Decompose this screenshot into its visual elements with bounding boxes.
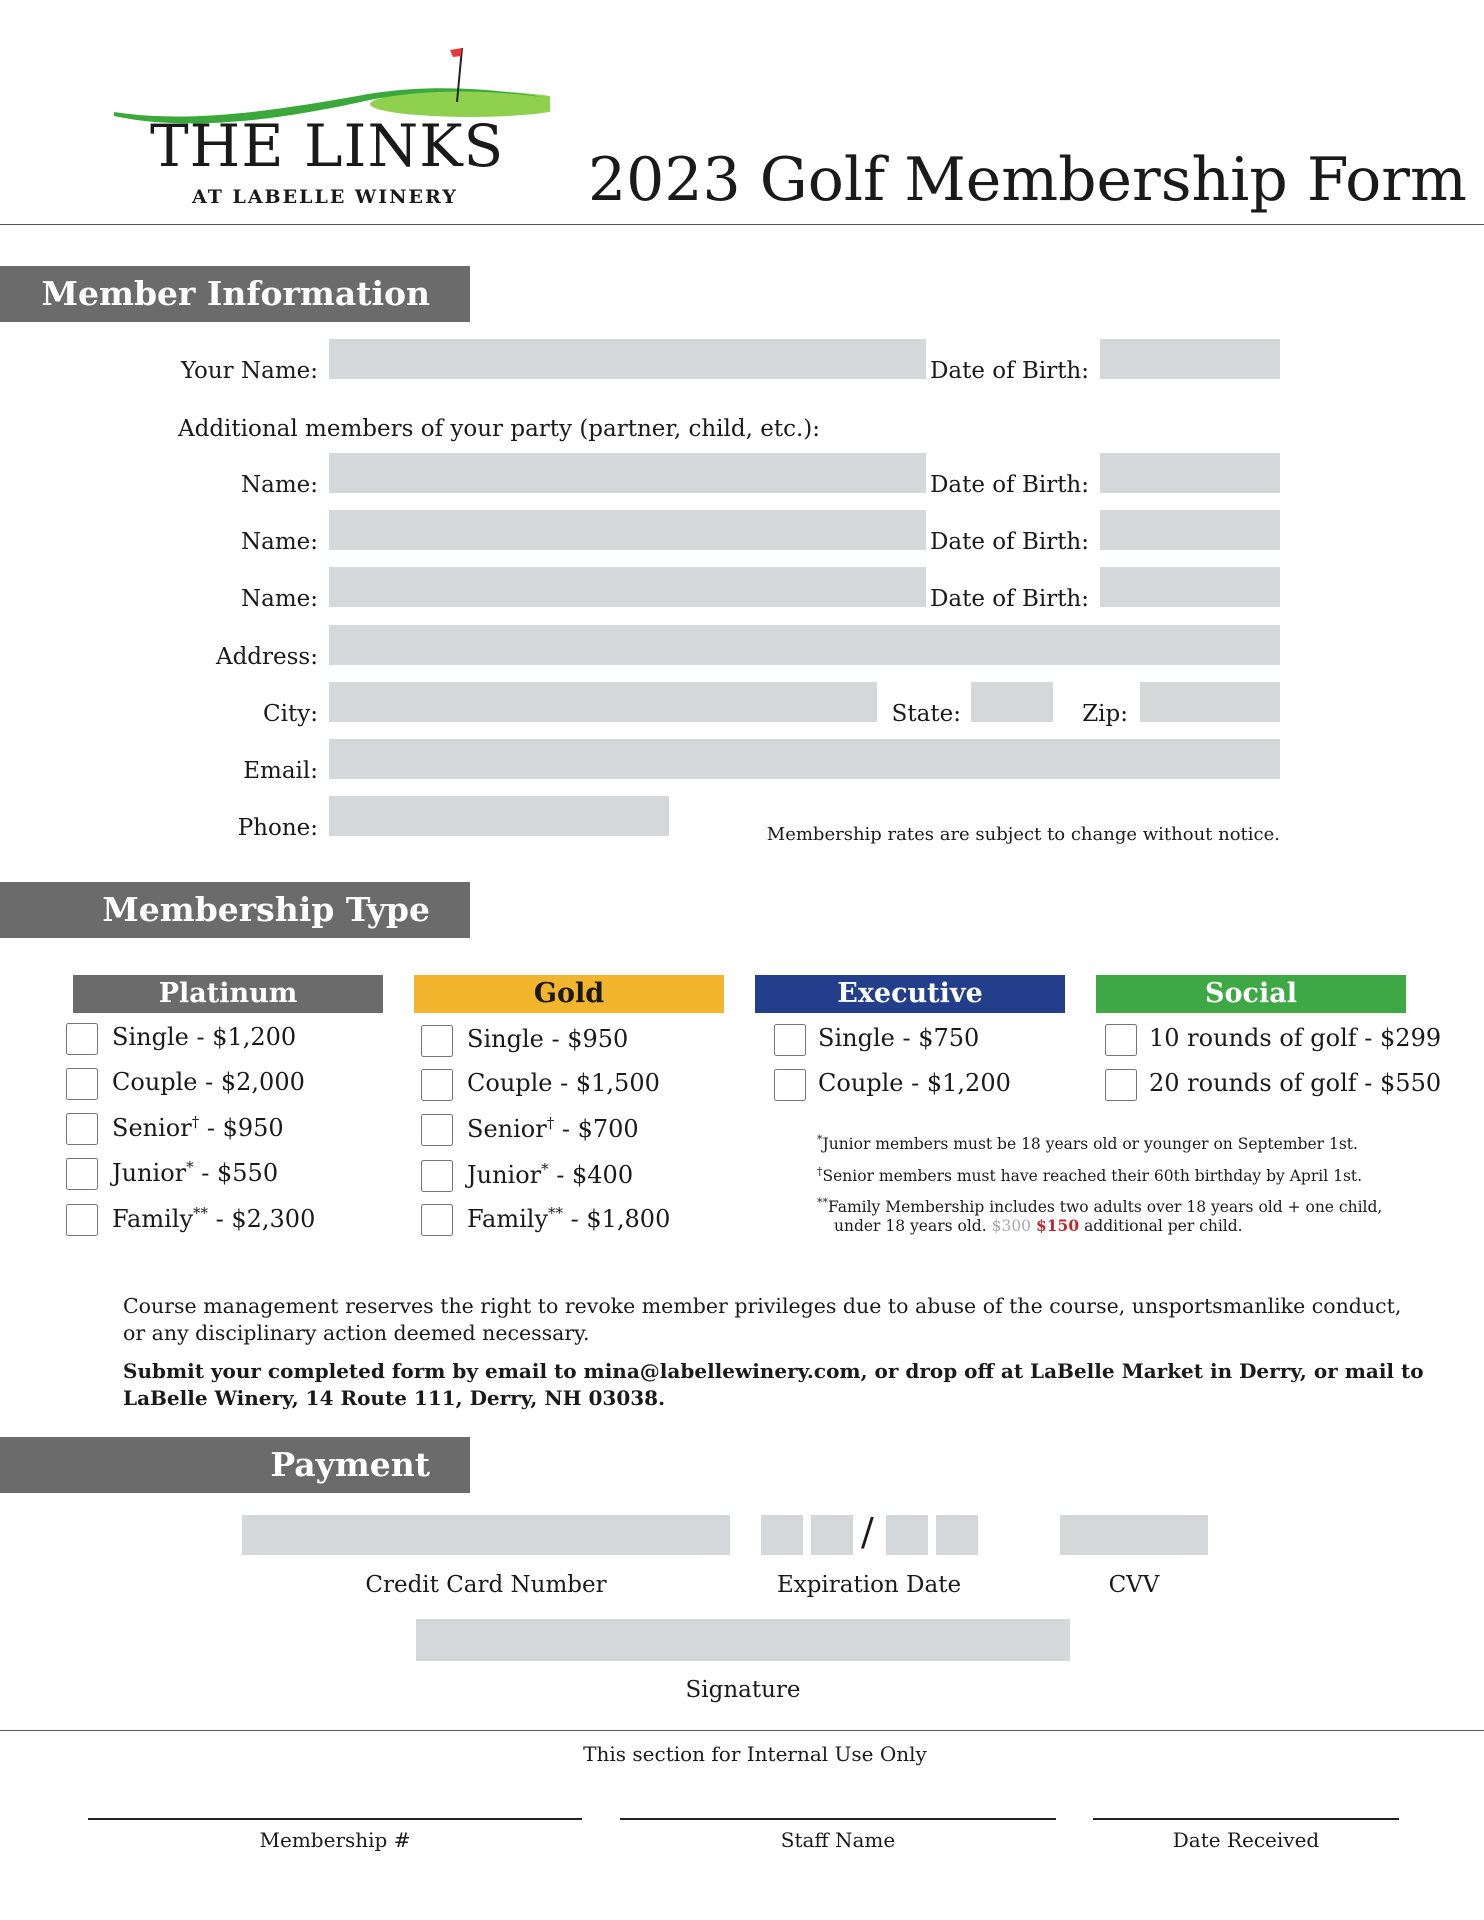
option-price: - $550: [1364, 1069, 1442, 1097]
submit-line-2: LaBelle Winery, 14 Route 111, Derry, NH 03038.: [123, 1386, 666, 1410]
senior-footnote: [817, 1165, 1362, 1185]
member-name-label: Name:: [240, 586, 318, 612]
rates-note: Membership rates are subject to change without notice.: [766, 824, 1280, 845]
staff-name-line: [620, 1818, 1056, 1820]
option-label: Couple: [818, 1069, 912, 1097]
phone-input[interactable]: [329, 796, 669, 836]
member-dob-input[interactable]: [1100, 453, 1280, 493]
social-10-rounds-checkbox[interactable]: [1105, 1024, 1137, 1056]
membership-type-heading: Membership Type: [0, 882, 470, 938]
social-heading: Social: [1096, 975, 1406, 1013]
platinum-heading: Platinum: [73, 975, 383, 1013]
cvv-label: CVV: [1108, 1572, 1160, 1598]
option-label: Single: [467, 1025, 544, 1053]
family-mark: **: [193, 1204, 208, 1222]
option-price: - $2,000: [205, 1068, 305, 1096]
date-received-line: [1093, 1818, 1399, 1820]
gold-junior-option: [467, 1160, 633, 1189]
footnote-text: Senior members must have reached their 60th birthday by April 1st.: [822, 1167, 1363, 1186]
junior-mark: *: [186, 1158, 194, 1176]
your-name-input[interactable]: [329, 339, 926, 379]
credit-card-number-input[interactable]: [242, 1515, 730, 1555]
city-label: City:: [263, 701, 318, 727]
platinum-family-checkbox[interactable]: [66, 1204, 98, 1236]
old-price: $300: [991, 1217, 1032, 1235]
platinum-senior-option: [112, 1113, 284, 1142]
family-mark: **: [548, 1204, 563, 1222]
social-20-rounds-checkbox[interactable]: [1105, 1069, 1137, 1101]
executive-couple-checkbox[interactable]: [774, 1069, 806, 1101]
executive-single-checkbox[interactable]: [774, 1024, 806, 1056]
option-label: Junior: [112, 1159, 187, 1187]
platinum-couple-option: [112, 1068, 305, 1096]
phone-label: Phone:: [237, 815, 318, 841]
footnote-mark: *: [817, 1133, 823, 1146]
footnote-text: Family Membership includes two adults over 18 years old + one child,: [828, 1198, 1383, 1217]
expiration-month-digit-2-input[interactable]: [811, 1515, 853, 1555]
submit-line-1: Submit your completed form by email to mina@labellewinery.com, or drop off at LaBelle Market in Derry, or mail to: [123, 1359, 1424, 1383]
address-label: Address:: [215, 644, 318, 670]
state-input[interactable]: [971, 682, 1053, 722]
option-label: Junior: [467, 1161, 542, 1189]
expiration-date-label: Expiration Date: [776, 1572, 962, 1598]
option-price: - $550: [193, 1159, 279, 1187]
logo-subtitle: AT LABELLE WINERY: [192, 186, 458, 208]
member-dob-label: Date of Birth:: [929, 586, 1089, 612]
option-price: - $700: [561, 1115, 639, 1143]
option-price: - $1,500: [560, 1069, 660, 1097]
member-name-input[interactable]: [329, 453, 926, 493]
platinum-senior-checkbox[interactable]: [66, 1113, 98, 1145]
junior-footnote: [817, 1133, 1358, 1153]
social-10-rounds-option: [1149, 1024, 1441, 1052]
zip-label: Zip:: [1082, 701, 1128, 727]
signature-label: Signature: [685, 1677, 801, 1703]
logo-name: THE LINKS: [150, 112, 505, 180]
state-label: State:: [891, 701, 961, 727]
gold-family-option: [467, 1204, 670, 1233]
option-label: 10 rounds of golf: [1149, 1024, 1357, 1052]
option-price: - $750: [902, 1024, 980, 1052]
city-input[interactable]: [329, 682, 877, 722]
option-label: Family: [112, 1205, 193, 1233]
internal-use-heading: This section for Internal Use Only: [583, 1742, 927, 1766]
executive-single-option: [818, 1024, 979, 1052]
member-name-label: Name:: [240, 529, 318, 555]
payment-heading: Payment: [0, 1437, 470, 1493]
option-label: Single: [818, 1024, 895, 1052]
option-price: - $950: [551, 1025, 629, 1053]
gold-couple-checkbox[interactable]: [421, 1069, 453, 1101]
social-20-rounds-option: [1149, 1069, 1441, 1097]
member-dob-input[interactable]: [1100, 510, 1280, 550]
footnote-mark: †: [817, 1165, 823, 1178]
gold-heading: Gold: [414, 975, 724, 1013]
option-price: - $950: [206, 1114, 284, 1142]
header-divider: [0, 224, 1484, 225]
gold-couple-option: [467, 1069, 660, 1097]
flag-icon: [450, 48, 462, 57]
option-price: - $299: [1364, 1024, 1442, 1052]
option-label: Family: [467, 1205, 548, 1233]
your-dob-label: Date of Birth:: [929, 358, 1089, 384]
internal-divider: [0, 1730, 1484, 1731]
cvv-input[interactable]: [1060, 1515, 1208, 1555]
option-price: - $1,800: [563, 1205, 671, 1233]
member-name-label: Name:: [240, 472, 318, 498]
membership-number-line: [88, 1818, 582, 1820]
platinum-family-option: [112, 1204, 315, 1233]
footnote-text: Junior members must be 18 years old or younger on September 1st.: [822, 1135, 1358, 1154]
senior-mark: †: [546, 1114, 555, 1132]
your-name-label: Your Name:: [180, 358, 318, 384]
member-dob-input[interactable]: [1100, 567, 1280, 607]
option-label: Couple: [112, 1068, 206, 1096]
footnote-text: additional per child.: [1084, 1217, 1243, 1235]
date-received-label: Date Received: [1172, 1828, 1320, 1852]
additional-members-text: Additional members of your party (partner, child, etc.):: [178, 416, 821, 442]
membership-number-label: Membership #: [259, 1828, 411, 1852]
executive-heading: Executive: [755, 975, 1065, 1013]
expiration-separator: /: [861, 1510, 874, 1554]
signature-input[interactable]: [416, 1619, 1070, 1661]
member-name-input[interactable]: [329, 510, 926, 550]
option-label: Senior: [467, 1115, 547, 1143]
platinum-couple-checkbox[interactable]: [66, 1068, 98, 1100]
policy-line-2: or any disciplinary action deemed necessary.: [123, 1321, 590, 1345]
zip-input[interactable]: [1140, 682, 1280, 722]
platinum-single-option: [112, 1023, 296, 1051]
gold-senior-option: [467, 1114, 639, 1143]
gold-family-checkbox[interactable]: [421, 1204, 453, 1236]
option-price: - $1,200: [196, 1023, 297, 1051]
logo: [110, 40, 550, 215]
option-label: Senior: [112, 1114, 192, 1142]
executive-couple-option: [818, 1069, 1011, 1097]
junior-mark: *: [541, 1160, 549, 1178]
credit-card-number-label: Credit Card Number: [365, 1572, 607, 1598]
platinum-junior-checkbox[interactable]: [66, 1158, 98, 1190]
expiration-year-digit-1-input[interactable]: [886, 1515, 928, 1555]
address-input[interactable]: [329, 625, 1280, 665]
form-title: 2023 Golf Membership Form: [588, 145, 1467, 215]
expiration-month-digit-1-input[interactable]: [761, 1515, 803, 1555]
family-footnote-line2: [834, 1216, 1243, 1235]
new-price: $150: [1035, 1216, 1080, 1235]
footnote-text: under 18 years old.: [834, 1217, 987, 1235]
footnote-mark: **: [817, 1196, 828, 1209]
option-price: - $2,300: [208, 1205, 316, 1233]
option-label: Single: [112, 1023, 189, 1051]
option-label: Couple: [467, 1069, 561, 1097]
gold-senior-checkbox[interactable]: [421, 1114, 453, 1146]
member-dob-label: Date of Birth:: [929, 472, 1089, 498]
expiration-year-digit-2-input[interactable]: [936, 1515, 978, 1555]
option-price: - $1,200: [911, 1069, 1011, 1097]
option-price: - $400: [548, 1161, 634, 1189]
policy-text: [123, 1293, 1401, 1347]
member-name-input[interactable]: [329, 567, 926, 607]
member-dob-label: Date of Birth:: [929, 529, 1089, 555]
platinum-junior-option: [112, 1158, 278, 1187]
gold-single-checkbox[interactable]: [421, 1025, 453, 1057]
submit-instructions: [123, 1358, 1424, 1412]
policy-line-1: Course management reserves the right to revoke member privileges due to abuse of the course, unsportsmanlike conduct,: [123, 1294, 1402, 1318]
gold-single-option: [467, 1025, 628, 1053]
option-label: 20 rounds of golf: [1149, 1069, 1357, 1097]
gold-junior-checkbox[interactable]: [421, 1160, 453, 1192]
email-input[interactable]: [329, 739, 1280, 779]
platinum-single-checkbox[interactable]: [66, 1023, 98, 1055]
staff-name-label: Staff Name: [780, 1828, 896, 1852]
family-footnote: [817, 1196, 1382, 1216]
your-dob-input[interactable]: [1100, 339, 1280, 379]
member-information-heading: Member Information: [0, 266, 470, 322]
email-label: Email:: [243, 758, 318, 784]
senior-mark: †: [191, 1113, 200, 1131]
